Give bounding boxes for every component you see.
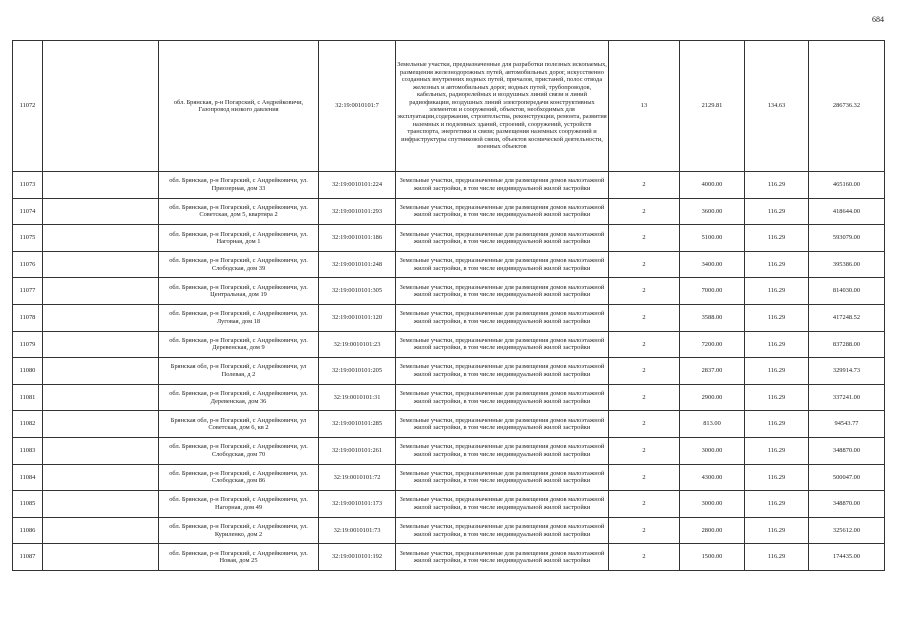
table-row	[13, 464, 885, 491]
land-use-cell: Земельные участки, предназначенные для размещения домов малоэтажной жилой застройки, в том числе индивидуальной жилой застройки	[396, 517, 609, 544]
empty-cell	[43, 331, 159, 358]
group-number-cell: 2	[609, 544, 680, 571]
empty-cell	[43, 225, 159, 252]
specific-value-cell: 116.29	[745, 251, 809, 278]
area-cell: 813.00	[680, 411, 745, 438]
cadastral-number-cell: 32:19:0010101:293	[319, 198, 396, 225]
table-row	[13, 225, 885, 252]
land-use-cell: Земельные участки, предназначенные для разработки полезных ископаемых, размещения железнодорожных путей, автомобильных дорог, искусственно созданных внутренних водных путей, причалов, пристаней, полос отвода железных и автомобильных дорог, водных путей, трубопроводов, кабельных, радиорелейных и воздушных линий связи и линий радиофикации, воздушных линий электропередачи конструктивных элементов и сооружений, объектов, необходимых для эксплуатации,содержания, строительства, реконструкции, ремонта, развития наземных и подземных зданий, строений, сооружений, устройств транспорта, энергетики и связи; размещения наземных сооружений и инфраструктуры спутниковой связи, объектов космической деятельности, военных объектов	[396, 41, 609, 172]
group-number-cell: 2	[609, 517, 680, 544]
address-cell: Брянская обл, р-н Погарский, с Андрейковичи, ул Полевая, д 2	[159, 358, 319, 385]
cadastral-number-cell: 32:19:0010101:173	[319, 491, 396, 518]
specific-value-cell: 116.29	[745, 198, 809, 225]
cadastral-value-cell: 325612.00	[809, 517, 885, 544]
cadastral-value-cell: 348870.00	[809, 491, 885, 518]
land-use-cell: Земельные участки, предназначенные для размещения домов малоэтажной жилой застройки, в том числе индивидуальной жилой застройки	[396, 491, 609, 518]
land-use-cell: Земельные участки, предназначенные для размещения домов малоэтажной жилой застройки, в том числе индивидуальной жилой застройки	[396, 464, 609, 491]
empty-cell	[43, 41, 159, 172]
cadastral-number-cell: 32:19:0010101:248	[319, 251, 396, 278]
specific-value-cell: 116.29	[745, 172, 809, 199]
empty-cell	[43, 544, 159, 571]
table-row	[13, 304, 885, 331]
specific-value-cell: 116.29	[745, 304, 809, 331]
specific-value-cell: 134.63	[745, 41, 809, 172]
group-number-cell: 2	[609, 464, 680, 491]
cadastral-value-cell: 395386.00	[809, 251, 885, 278]
area-cell: 2129.81	[680, 41, 745, 172]
cadastral-number-cell: 32:19:0010101:73	[319, 517, 396, 544]
cadastral-number-cell: 32:19:0010101:285	[319, 411, 396, 438]
table-row	[13, 384, 885, 411]
cadastral-value-cell: 417248.52	[809, 304, 885, 331]
specific-value-cell: 116.29	[745, 331, 809, 358]
area-cell: 3600.00	[680, 198, 745, 225]
land-use-cell: Земельные участки, предназначенные для размещения домов малоэтажной жилой застройки, в том числе индивидуальной жилой застройки	[396, 331, 609, 358]
address-cell: обл. Брянская, р-н Погарский, с Андрейковичи, ул. Слободская, дом 86	[159, 464, 319, 491]
address-cell: Брянская обл, р-н Погарский, с Андрейковичи, ул Советская, дом 6, кв 2	[159, 411, 319, 438]
specific-value-cell: 116.29	[745, 358, 809, 385]
empty-cell	[43, 411, 159, 438]
address-cell: обл. Брянская, р-н Погарский, с Андрейковичи, ул. Центральная, дом 19	[159, 278, 319, 305]
cadastral-number-cell: 32:19:0010101:186	[319, 225, 396, 252]
table-row	[13, 544, 885, 571]
group-number-cell: 2	[609, 304, 680, 331]
land-use-cell: Земельные участки, предназначенные для размещения домов малоэтажной жилой застройки, в том числе индивидуальной жилой застройки	[396, 172, 609, 199]
specific-value-cell: 116.29	[745, 517, 809, 544]
table-body	[13, 41, 885, 571]
empty-cell	[43, 172, 159, 199]
empty-cell	[43, 517, 159, 544]
table-row	[13, 411, 885, 438]
cadastral-number-cell: 32:19:0010101:305	[319, 278, 396, 305]
group-number-cell: 2	[609, 198, 680, 225]
area-cell: 5100.00	[680, 225, 745, 252]
specific-value-cell: 116.29	[745, 491, 809, 518]
specific-value-cell: 116.29	[745, 225, 809, 252]
area-cell: 7200.00	[680, 331, 745, 358]
empty-cell	[43, 198, 159, 225]
cadastral-number-cell: 32:19:0010101:205	[319, 358, 396, 385]
specific-value-cell: 116.29	[745, 384, 809, 411]
cadastral-value-cell: 814030.00	[809, 278, 885, 305]
row-number-cell: 11080	[13, 358, 43, 385]
row-number-cell: 11085	[13, 491, 43, 518]
cadastral-number-cell: 32:19:0010101:72	[319, 464, 396, 491]
area-cell: 3000.00	[680, 491, 745, 518]
empty-cell	[43, 251, 159, 278]
cadastral-number-cell: 32:19:0010101:7	[319, 41, 396, 172]
land-use-cell: Земельные участки, предназначенные для размещения домов малоэтажной жилой застройки, в том числе индивидуальной жилой застройки	[396, 384, 609, 411]
empty-cell	[43, 437, 159, 464]
empty-cell	[43, 358, 159, 385]
table-row	[13, 437, 885, 464]
area-cell: 3000.00	[680, 437, 745, 464]
area-cell: 1500.00	[680, 544, 745, 571]
cadastral-value-cell: 465160.00	[809, 172, 885, 199]
address-cell: обл. Брянская, р-н Погарский, с Андрейковичи, ул. Приозерная, дом 33	[159, 172, 319, 199]
table-row	[13, 517, 885, 544]
address-cell: обл. Брянская, р-н Погарский, с Андрейковичи, ул. Новая, дом 25	[159, 544, 319, 571]
group-number-cell: 2	[609, 491, 680, 518]
land-use-cell: Земельные участки, предназначенные для размещения домов малоэтажной жилой застройки, в том числе индивидуальной жилой застройки	[396, 225, 609, 252]
address-cell: обл. Брянская, р-н Погарский, с Андрейковичи, ул. Деревенская, дом 9	[159, 331, 319, 358]
land-use-cell: Земельные участки, предназначенные для размещения домов малоэтажной жилой застройки, в том числе индивидуальной жилой застройки	[396, 278, 609, 305]
land-use-cell: Земельные участки, предназначенные для размещения домов малоэтажной жилой застройки, в том числе индивидуальной жилой застройки	[396, 437, 609, 464]
address-cell: обл. Брянская, р-н Погарский, с Андрейковичи, ул. Слободская, дом 70	[159, 437, 319, 464]
row-number-cell: 11083	[13, 437, 43, 464]
area-cell: 4300.00	[680, 464, 745, 491]
row-number-cell: 11076	[13, 251, 43, 278]
table-row	[13, 172, 885, 199]
cadastral-value-cell: 500047.00	[809, 464, 885, 491]
address-cell: обл. Брянская, р-н Погарский, с Андрейковичи, ул. Слободская, дом 39	[159, 251, 319, 278]
area-cell: 7000.00	[680, 278, 745, 305]
land-use-cell: Земельные участки, предназначенные для размещения домов малоэтажной жилой застройки, в том числе индивидуальной жилой застройки	[396, 251, 609, 278]
land-use-cell: Земельные участки, предназначенные для размещения домов малоэтажной жилой застройки, в том числе индивидуальной жилой застройки	[396, 544, 609, 571]
land-use-cell: Земельные участки, предназначенные для размещения домов малоэтажной жилой застройки, в том числе индивидуальной жилой застройки	[396, 358, 609, 385]
specific-value-cell: 116.29	[745, 437, 809, 464]
land-use-cell: Земельные участки, предназначенные для размещения домов малоэтажной жилой застройки, в том числе индивидуальной жилой застройки	[396, 304, 609, 331]
cadastral-number-cell: 32:19:0010101:261	[319, 437, 396, 464]
row-number-cell: 11077	[13, 278, 43, 305]
row-number-cell: 11078	[13, 304, 43, 331]
cadastral-number-cell: 32:19:0010101:31	[319, 384, 396, 411]
cadastral-number-cell: 32:19:0010101:23	[319, 331, 396, 358]
area-cell: 2800.00	[680, 517, 745, 544]
group-number-cell: 2	[609, 411, 680, 438]
cadastral-value-table	[12, 40, 885, 571]
empty-cell	[43, 491, 159, 518]
land-use-cell: Земельные участки, предназначенные для размещения домов малоэтажной жилой застройки, в том числе индивидуальной жилой застройки	[396, 198, 609, 225]
table-row	[13, 278, 885, 305]
table-row	[13, 331, 885, 358]
address-cell: обл. Брянская, р-н Погарский, с Андрейковичи, ул. Деревенская, дом 36	[159, 384, 319, 411]
area-cell: 3588.00	[680, 304, 745, 331]
table-row	[13, 41, 885, 172]
cadastral-value-cell: 94543.77	[809, 411, 885, 438]
address-cell: обл. Брянская, р-н Погарский, с Андрейковичи, Газопровод низкого давления	[159, 41, 319, 172]
row-number-cell: 11084	[13, 464, 43, 491]
page-number: 684	[872, 15, 884, 24]
group-number-cell: 2	[609, 437, 680, 464]
cadastral-value-cell: 348870.00	[809, 437, 885, 464]
cadastral-number-cell: 32:19:0010101:192	[319, 544, 396, 571]
row-number-cell: 11081	[13, 384, 43, 411]
row-number-cell: 11072	[13, 41, 43, 172]
row-number-cell: 11075	[13, 225, 43, 252]
empty-cell	[43, 464, 159, 491]
address-cell: обл. Брянская, р-н Погарский, с Андрейковичи, ул. Куриленко, дом 2	[159, 517, 319, 544]
specific-value-cell: 116.29	[745, 544, 809, 571]
empty-cell	[43, 384, 159, 411]
address-cell: обл. Брянская, р-н Погарский, с Андрейковичи, ул. Луговая, дом 18	[159, 304, 319, 331]
specific-value-cell: 116.29	[745, 464, 809, 491]
area-cell: 2837.00	[680, 358, 745, 385]
address-cell: обл. Брянская, р-н Погарский, с Андрейковичи, ул. Советская, дом 5, квартира 2	[159, 198, 319, 225]
cadastral-number-cell: 32:19:0010101:224	[319, 172, 396, 199]
cadastral-value-cell: 837288.00	[809, 331, 885, 358]
area-cell: 4000.00	[680, 172, 745, 199]
cadastral-value-cell: 174435.00	[809, 544, 885, 571]
row-number-cell: 11086	[13, 517, 43, 544]
cadastral-value-cell: 337241.00	[809, 384, 885, 411]
empty-cell	[43, 304, 159, 331]
cadastral-value-cell: 286736.32	[809, 41, 885, 172]
table-row	[13, 491, 885, 518]
table-row	[13, 358, 885, 385]
group-number-cell: 2	[609, 251, 680, 278]
group-number-cell: 2	[609, 225, 680, 252]
row-number-cell: 11087	[13, 544, 43, 571]
table-row	[13, 198, 885, 225]
area-cell: 3400.00	[680, 251, 745, 278]
group-number-cell: 2	[609, 331, 680, 358]
land-use-cell: Земельные участки, предназначенные для размещения домов малоэтажной жилой застройки, в том числе индивидуальной жилой застройки	[396, 411, 609, 438]
cadastral-value-cell: 418644.00	[809, 198, 885, 225]
group-number-cell: 13	[609, 41, 680, 172]
group-number-cell: 2	[609, 172, 680, 199]
row-number-cell: 11082	[13, 411, 43, 438]
group-number-cell: 2	[609, 384, 680, 411]
cadastral-value-cell: 593079.00	[809, 225, 885, 252]
address-cell: обл. Брянская, р-н Погарский, с Андрейковичи, ул. Нагорная, дом 1	[159, 225, 319, 252]
specific-value-cell: 116.29	[745, 278, 809, 305]
row-number-cell: 11073	[13, 172, 43, 199]
row-number-cell: 11079	[13, 331, 43, 358]
address-cell: обл. Брянская, р-н Погарский, с Андрейковичи, ул. Нагорная, дом 49	[159, 491, 319, 518]
group-number-cell: 2	[609, 278, 680, 305]
area-cell: 2900.00	[680, 384, 745, 411]
row-number-cell: 11074	[13, 198, 43, 225]
specific-value-cell: 116.29	[745, 411, 809, 438]
group-number-cell: 2	[609, 358, 680, 385]
cadastral-value-cell: 329914.73	[809, 358, 885, 385]
empty-cell	[43, 278, 159, 305]
table-row	[13, 251, 885, 278]
cadastral-number-cell: 32:19:0010101:120	[319, 304, 396, 331]
